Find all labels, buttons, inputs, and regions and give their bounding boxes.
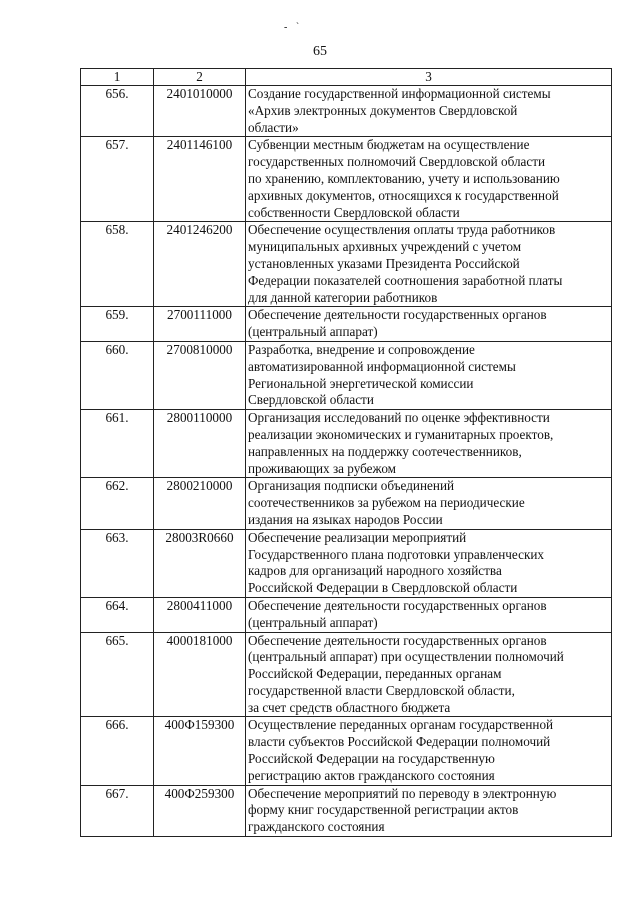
table-row bbox=[81, 717, 612, 785]
description-line: муниципальных архивных учреждений с учетом bbox=[248, 239, 522, 255]
description-line: издания на языках народов России bbox=[248, 511, 443, 527]
description-line: архивных документов, относящихся к государственной bbox=[248, 187, 559, 203]
expense-description bbox=[246, 410, 612, 478]
row-number: 666. bbox=[81, 717, 154, 785]
table-body bbox=[81, 86, 612, 837]
table-header-row bbox=[81, 69, 612, 86]
description-line: за счет средств областного бюджета bbox=[248, 699, 451, 715]
description-line: Разработка, внедрение и сопровождение bbox=[248, 341, 475, 357]
description-line: собственности Свердловской области bbox=[248, 204, 460, 220]
description-line: по хранению, комплектованию, учету и использованию bbox=[248, 170, 560, 186]
table-row bbox=[81, 307, 612, 342]
table-row bbox=[81, 529, 612, 597]
description-line: государственной власти Свердловской области, bbox=[248, 682, 515, 698]
description-line: Организация исследований по оценке эффективности bbox=[248, 410, 550, 426]
table-row bbox=[81, 785, 612, 836]
description-line: Российской Федерации, переданных органам bbox=[248, 666, 502, 682]
row-number: 657. bbox=[81, 137, 154, 222]
budget-code: 2800110000 bbox=[154, 410, 246, 478]
description-line: Российской Федерации на государственную bbox=[248, 751, 495, 767]
description-line: власти субъектов Российской Федерации полномочий bbox=[248, 734, 551, 750]
header-mark: - ` bbox=[284, 22, 303, 33]
budget-code: 2800411000 bbox=[154, 597, 246, 632]
page-number: 65 bbox=[313, 44, 327, 59]
description-line: Организация подписки объединений bbox=[248, 478, 455, 494]
table-row bbox=[81, 597, 612, 632]
description-line: (центральный аппарат) bbox=[248, 614, 378, 630]
expense-description bbox=[246, 341, 612, 409]
description-line: Российской Федерации в Свердловской области bbox=[248, 580, 518, 596]
expense-description bbox=[246, 307, 612, 342]
expense-description bbox=[246, 137, 612, 222]
table-row bbox=[81, 86, 612, 137]
expense-description bbox=[246, 222, 612, 307]
description-line: регистрацию актов гражданского состояния bbox=[248, 767, 495, 783]
row-number: 661. bbox=[81, 410, 154, 478]
description-line: Государственного плана подготовки управленческих bbox=[248, 546, 545, 562]
budget-code: 2401010000 bbox=[154, 86, 246, 137]
description-line: государственных полномочий Свердловской области bbox=[248, 154, 546, 170]
description-line: гражданского состояния bbox=[248, 819, 385, 835]
description-line: для данной категории работников bbox=[248, 289, 438, 305]
row-number: 658. bbox=[81, 222, 154, 307]
row-number: 660. bbox=[81, 341, 154, 409]
row-number: 664. bbox=[81, 597, 154, 632]
row-number: 663. bbox=[81, 529, 154, 597]
description-line: реализации экономических и гуманитарных проектов, bbox=[248, 426, 554, 442]
row-number: 659. bbox=[81, 307, 154, 342]
description-line: Обеспечение деятельности государственных органов bbox=[248, 632, 547, 648]
row-number: 665. bbox=[81, 632, 154, 717]
budget-code: 2401246200 bbox=[154, 222, 246, 307]
budget-code: 4000181000 bbox=[154, 632, 246, 717]
description-line: форму книг государственной регистрации актов bbox=[248, 802, 519, 818]
column-header-2: 2 bbox=[154, 69, 246, 86]
description-line: Осуществление переданных органам государственной bbox=[248, 717, 554, 733]
column-header-1: 1 bbox=[81, 69, 154, 86]
expense-description bbox=[246, 717, 612, 785]
column-header-3: 3 bbox=[246, 69, 612, 86]
row-number: 662. bbox=[81, 478, 154, 529]
description-line: (центральный аппарат) при осуществлении полномочий bbox=[248, 649, 564, 665]
table-row bbox=[81, 632, 612, 717]
budget-code: 2700810000 bbox=[154, 341, 246, 409]
table-row bbox=[81, 137, 612, 222]
table-row bbox=[81, 478, 612, 529]
budget-code: 2700111000 bbox=[154, 307, 246, 342]
table-row bbox=[81, 410, 612, 478]
description-line: установленных указами Президента Российской bbox=[248, 255, 520, 271]
description-line: Субвенции местным бюджетам на осуществление bbox=[248, 137, 530, 153]
row-number: 656. bbox=[81, 86, 154, 137]
budget-code: 2800210000 bbox=[154, 478, 246, 529]
expense-description bbox=[246, 86, 612, 137]
description-line: Обеспечение осуществления оплаты труда работников bbox=[248, 222, 556, 238]
budget-code: 400Ф259300 bbox=[154, 785, 246, 836]
description-line: соотечественников за рубежом на периодические bbox=[248, 495, 525, 511]
table-row bbox=[81, 222, 612, 307]
description-line: Создание государственной информационной системы bbox=[248, 86, 551, 101]
expense-description bbox=[246, 529, 612, 597]
budget-code-table bbox=[80, 68, 612, 837]
description-line: проживающих за рубежом bbox=[248, 460, 397, 476]
budget-code: 400Ф159300 bbox=[154, 717, 246, 785]
description-line: Обеспечение деятельности государственных органов bbox=[248, 597, 547, 613]
row-number: 667. bbox=[81, 785, 154, 836]
description-line: области» bbox=[248, 119, 299, 135]
description-line: направленных на поддержку соотечественников, bbox=[248, 443, 522, 459]
description-line: Свердловской области bbox=[248, 392, 374, 408]
budget-code: 28003R0660 bbox=[154, 529, 246, 597]
budget-code: 2401146100 bbox=[154, 137, 246, 222]
description-line: Обеспечение деятельности государственных органов bbox=[248, 307, 547, 323]
description-line: Региональной энергетической комиссии bbox=[248, 375, 474, 391]
expense-description bbox=[246, 632, 612, 717]
description-line: (центральный аппарат) bbox=[248, 324, 378, 340]
description-line: автоматизированной информационной системы bbox=[248, 358, 516, 374]
expense-description bbox=[246, 785, 612, 836]
table-row bbox=[81, 341, 612, 409]
description-line: Обеспечение мероприятий по переводу в электронную bbox=[248, 785, 557, 801]
description-line: «Архив электронных документов Свердловской bbox=[248, 102, 518, 118]
description-line: Обеспечение реализации мероприятий bbox=[248, 529, 467, 545]
expense-description bbox=[246, 478, 612, 529]
description-line: Федерации показателей соотношения заработной платы bbox=[248, 272, 563, 288]
description-line: кадров для организаций народного хозяйства bbox=[248, 563, 502, 579]
expense-description bbox=[246, 597, 612, 632]
